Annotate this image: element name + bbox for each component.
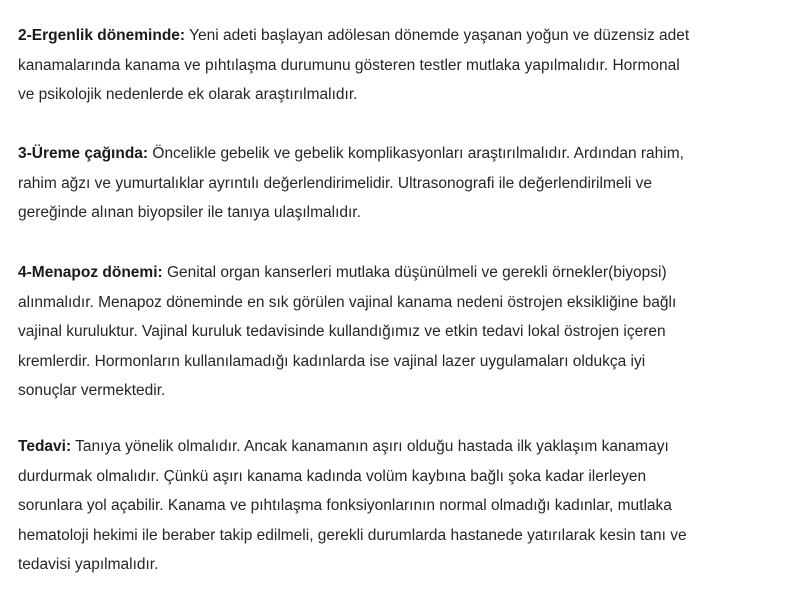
paragraph-text: Yeni adeti başlayan adölesan dönemde yaşanan yoğun ve düzensiz adet — [185, 27, 690, 44]
paragraph-line: hematoloji hekimi ile beraber takip edilmeli, gerekli durumlarda hastanede yatırılarak kesin tanı ve — [18, 526, 687, 544]
paragraph-line: vajinal kuruluktur. Vajinal kuruluk tedavisinde kullandığımız ve etkin tedavi lokal östrojen içeren — [18, 323, 666, 340]
paragraph-line: sonuçlar vermektedir. — [18, 382, 166, 399]
paragraph-line: gereğinde alınan biyopsiler ile tanıya ulaşılmalıdır. — [18, 204, 361, 221]
section-heading: 3-Üreme çağında: — [18, 145, 149, 162]
section-heading: 2-Ergenlik döneminde: — [18, 27, 186, 44]
section-heading: Tedavi: — [18, 438, 72, 455]
paragraph-text: Öncelikle gebelik ve gebelik komplikasyonları araştırılmalıdır. Ardından rahim, — [148, 145, 684, 162]
section-menapoz — [18, 258, 676, 406]
section-ergenlik — [18, 21, 689, 110]
paragraph-line — [18, 432, 687, 462]
paragraph-text: Genital organ kanserleri mutlaka düşünülmeli ve gerekli örnekler(biyopsi) — [162, 264, 667, 281]
paragraph-line: durdurmak olmalıdır. Çünkü aşırı kanama kadında volüm kaybına bağlı şoka kadar ilerleyen — [18, 467, 647, 485]
paragraph-line: alınmalıdır. Menapoz döneminde en sık görülen vajinal kanama nedeni östrojen eksikliğine bağlı — [18, 293, 677, 311]
paragraph-line: kremlerdir. Hormonların kullanılamadığı kadınlarda ise vajinal lazer uygulamaları oldukça iyi — [18, 352, 646, 370]
paragraph-line: ve psikolojik nedenlerde ek olarak araştırılmalıdır. — [18, 86, 358, 103]
section-tedavi — [18, 432, 687, 580]
paragraph-line: tedavisi yapılmalıdır. — [18, 556, 159, 573]
paragraph-line: sorunlara yol açabilir. Kanama ve pıhtılaşma fonksiyonlarının normal olmadığı kadınlar, mutlaka — [18, 497, 672, 514]
paragraph-text: Tanıya yönelik olmalıdır. Ancak kanamanın aşırı olduğu hastada ilk yaklaşım kanamayı — [71, 438, 669, 455]
paragraph-line — [18, 258, 676, 288]
paragraph-line: rahim ağzı ve yumurtalıklar ayrıntılı değerlendirimelidir. Ultrasonografi ile değerlendirilmeli ve — [18, 174, 653, 192]
paragraph-line: kanamalarında kanama ve pıhtılaşma durumunu gösteren testler mutlaka yapılmalıdır. Hormonal — [18, 56, 680, 74]
section-heading: 4-Menapoz dönemi: — [18, 264, 163, 281]
paragraph-line — [18, 139, 684, 169]
section-ureme — [18, 139, 684, 228]
paragraph-line — [18, 21, 689, 51]
